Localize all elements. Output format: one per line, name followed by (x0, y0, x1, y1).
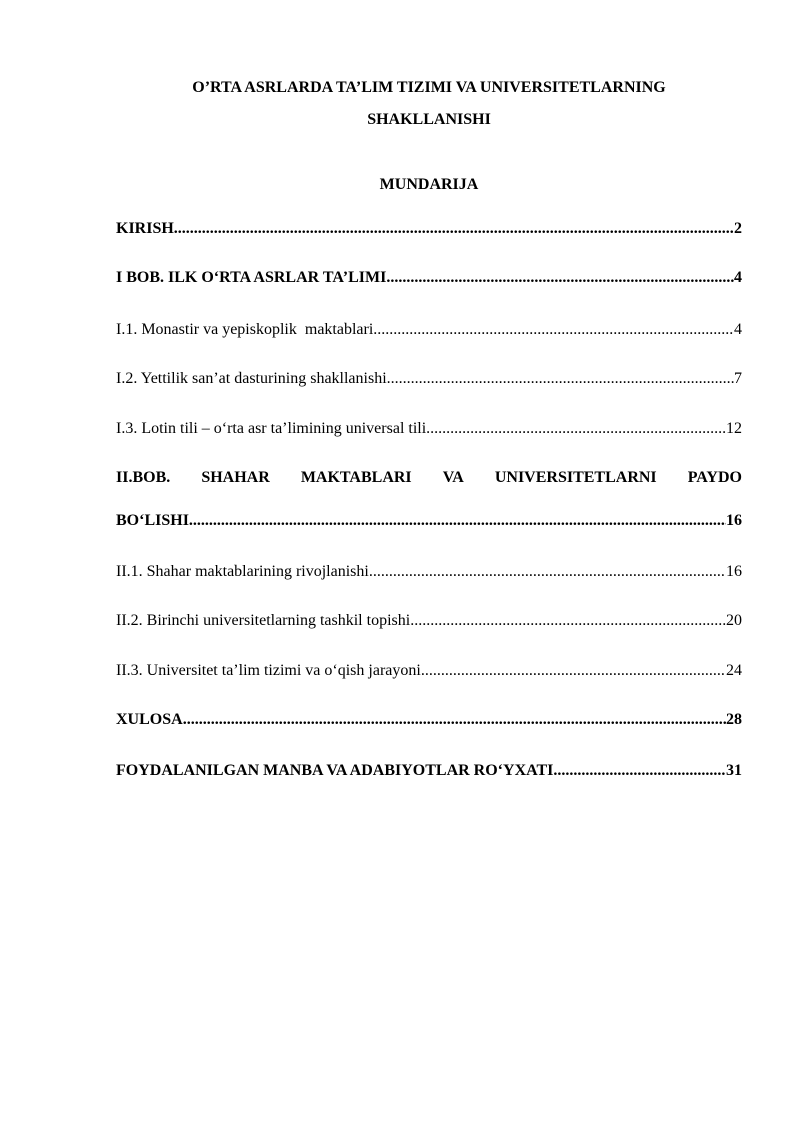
toc-page-number: 4 (734, 269, 742, 286)
toc-leader-dots (387, 369, 734, 389)
contents-heading: MUNDARIJA (379, 176, 479, 193)
toc-word: PAYDO (687, 469, 742, 486)
toc-entry-label: II.1. Shahar maktablarining rivojlanishi (116, 563, 369, 580)
toc-page-number: 28 (726, 711, 742, 728)
toc-entry-section-2-2[interactable] (116, 611, 742, 631)
toc-leader-dots (386, 268, 734, 288)
toc-entry-label: FOYDALANILGAN MANBA VA ADABIYOTLAR RO‘YXATI (116, 762, 554, 779)
toc-page-number: 20 (726, 612, 742, 629)
toc-leader-dots (421, 661, 726, 681)
toc-leader-dots (426, 419, 726, 439)
toc-page-number: 12 (726, 420, 742, 437)
toc-entry-label: I.1. Monastir va yepiskoplik maktablari (116, 321, 374, 338)
toc-word: UNIVERSITETLARNI (494, 469, 657, 486)
toc-page-number: 2 (734, 220, 742, 237)
toc-leader-dots (183, 710, 726, 730)
toc-leader-dots (189, 511, 726, 531)
toc-entry-references[interactable] (116, 761, 742, 781)
toc-leader-dots (553, 761, 726, 781)
toc-page-number: 31 (726, 762, 742, 779)
toc-entry-section-2-3[interactable] (116, 661, 742, 681)
toc-word: MAKTABLARI (300, 469, 412, 486)
toc-entry-label: I.2. Yettilik san’at dasturining shakllanishi (116, 370, 387, 387)
toc-entry-kirish[interactable] (116, 219, 742, 239)
toc-entry-label: BO‘LISHI (116, 512, 189, 529)
toc-entry-label: XULOSA (116, 711, 183, 728)
toc-page-number: 4 (734, 321, 742, 338)
toc-entry-xulosa[interactable] (116, 710, 742, 730)
toc-word: II.BOB. (116, 469, 171, 486)
toc-leader-dots (373, 320, 734, 340)
toc-entry-section-1-3[interactable] (116, 419, 742, 439)
toc-leader-dots (369, 562, 726, 582)
toc-leader-dots (174, 219, 734, 239)
toc-entry-label: II.3. Universitet ta’lim tizimi va o‘qish jarayoni (116, 662, 421, 679)
toc-entry-section-2-1[interactable] (116, 562, 742, 582)
toc-entry-chapter-2-line-2[interactable] (116, 511, 742, 531)
toc-entry-label: II.2. Birinchi universitetlarning tashkil topishi (116, 612, 411, 629)
toc-word: VA (442, 469, 464, 486)
toc-entry-section-1-2[interactable] (116, 369, 742, 389)
toc-page-number: 16 (726, 512, 742, 529)
toc-leader-dots (410, 611, 726, 631)
document-title-line-2: SHAKLLANISHI (367, 111, 491, 128)
toc-page-number: 16 (726, 563, 742, 580)
toc-entry-label: I BOB. ILK O‘RTA ASRLAR TA’LIMI (116, 269, 387, 286)
toc-entry-label: I.3. Lotin tili – o‘rta asr ta’limining universal tili (116, 420, 427, 437)
toc-page-number: 24 (726, 662, 742, 679)
toc-entry-chapter-2-line-1[interactable] (116, 468, 742, 488)
toc-word: SHAHAR (201, 469, 270, 486)
toc-page-number: 7 (734, 370, 742, 387)
document-title-line-1: O’RTA ASRLARDA TA’LIM TIZIMI VA UNIVERSITETLARNING (192, 79, 666, 96)
toc-entry-chapter-1[interactable] (116, 268, 742, 288)
toc-entry-section-1-1[interactable] (116, 320, 742, 340)
toc-entry-label: KIRISH (116, 220, 174, 237)
